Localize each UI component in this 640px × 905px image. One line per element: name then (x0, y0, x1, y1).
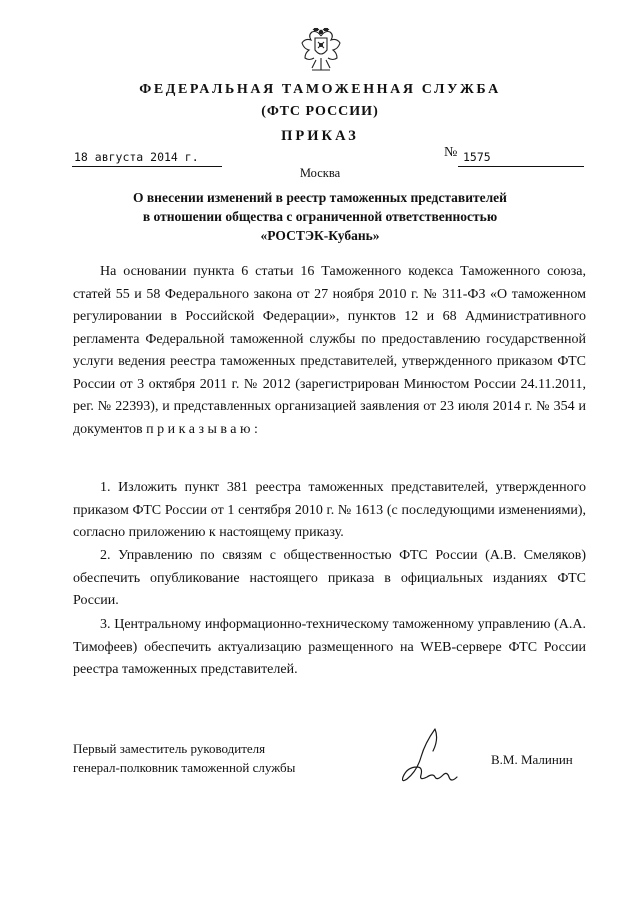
order-number: 1575 (463, 150, 491, 164)
organization-name: ФЕДЕРАЛЬНАЯ ТАМОЖЕННАЯ СЛУЖБА (139, 82, 501, 97)
preamble-paragraph (73, 261, 586, 441)
position-line-1: Первый заместитель руководителя (73, 741, 266, 756)
order-item-3: 3. Центральному информационно-техническому таможенному управлению (А.А. Тимофеев) обеспечить актуализацию размещенного на WEB-сервере ФТС России реестра таможенных представителей. (73, 617, 586, 677)
subject-line-2: в отношении общества с ограниченной ответственностью (142, 209, 498, 224)
order-item-1: 1. Изложить пункт 381 реестра таможенных представителей, утвержденного приказом ФТС России от 1 сентября 2010 г. № 1613 (с последующими изменениями), согласно приложению к настоящему приказу. (73, 480, 586, 540)
subject-line-1: О внесении изменений в реестр таможенных представителей (133, 190, 507, 205)
order-subject (60, 188, 580, 245)
coat-of-arms-emblem (300, 26, 342, 74)
organization-abbreviation: (ФТС РОССИИ) (261, 104, 379, 119)
signatory-position (73, 739, 295, 777)
document-type-title: ПРИКАЗ (281, 128, 359, 144)
preamble-text: На основании пункта 6 статьи 16 Таможенного кодекса Таможенного союза, статей 55 и 58 Федерального закона от 27 ноября 2010 г. № 311-ФЗ «О таможенном регулировании в Российской Федерации», пунктов 12 и 68 Административного регламента Федеральной таможенной службы по предоставлению государственной услуги ведения реестра таможенных представителей, утвержденного приказом ФТС России от 3 октября 2011 г. № 2012 (зарегистрирован Минюстом России 24.11.2011, рег. № 22393), и представленных организацией заявления от 23 июля 2014 г. № 354 и документов (73, 264, 586, 437)
position-line-2: генерал-полковник таможенной службы (73, 760, 296, 775)
order-word: приказываю: (146, 421, 262, 437)
signer-name: В.М. Малинин (491, 752, 573, 767)
order-item-2: 2. Управлению по связям с общественностью ФТС России (А.В. Смеляков) обеспечить опубликование настоящего приказа в официальных изданиях ФТС России. (73, 548, 586, 608)
order-date: 18 августа 2014 г. (74, 150, 199, 164)
subject-line-3: «РОСТЭК-Кубань» (260, 228, 380, 243)
issue-city: Москва (299, 166, 341, 180)
number-sign: № (444, 145, 458, 160)
handwritten-signature (395, 723, 465, 793)
